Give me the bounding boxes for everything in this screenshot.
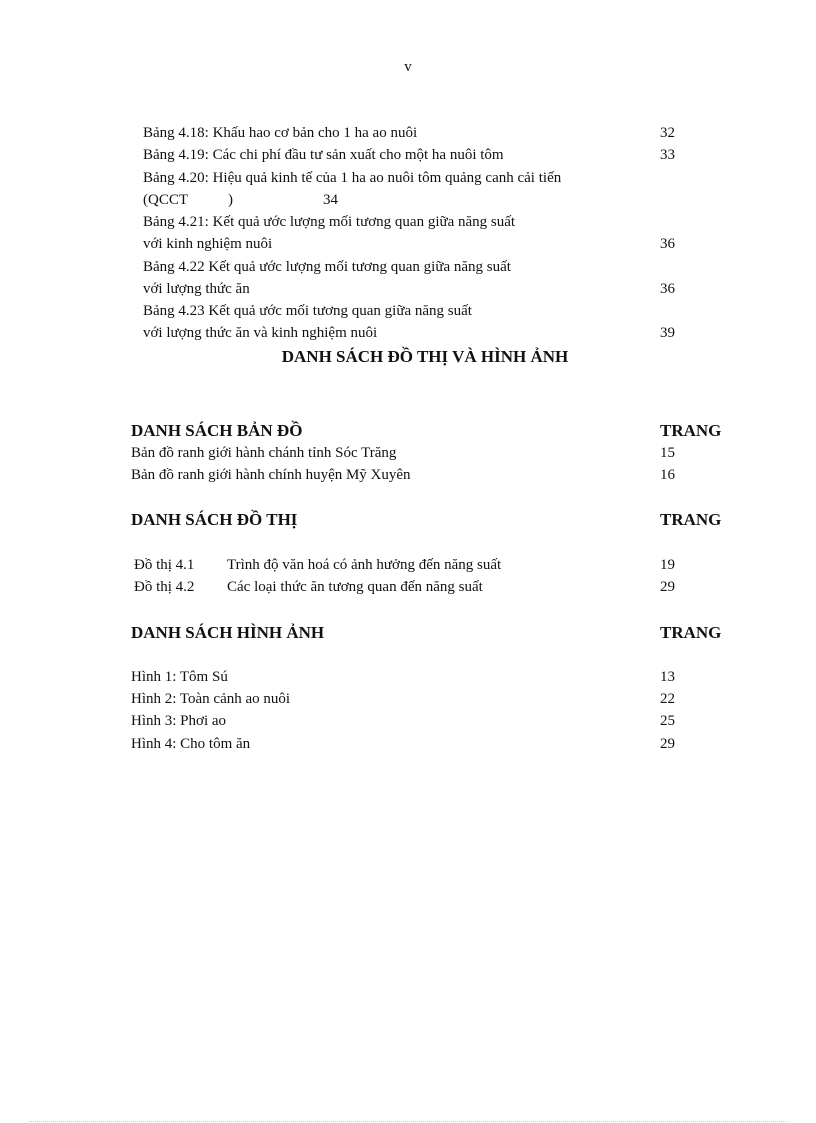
list-item-continuation: (QCCT — [143, 192, 188, 208]
column-header: TRANG — [660, 510, 722, 529]
list-item-continuation: với lượng thức ăn — [143, 281, 250, 297]
column-header: TRANG — [660, 623, 722, 642]
page-ref: 13 — [660, 669, 675, 685]
page-edge-divider — [30, 1121, 786, 1122]
section-heading: DANH SÁCH HÌNH ẢNH — [131, 623, 325, 642]
main-title: DANH SÁCH ĐỒ THỊ VÀ HÌNH ẢNH — [281, 347, 569, 366]
page-number: v — [404, 59, 412, 75]
list-item: Hình 4: Cho tôm ăn — [131, 736, 251, 752]
page-ref: 19 — [660, 557, 675, 573]
list-item: Bản đồ ranh giới hành chánh tỉnh Sóc Trăng — [131, 445, 397, 461]
list-item: Bảng 4.18: Khấu hao cơ bản cho 1 ha ao nuôi — [143, 125, 418, 141]
page-ref: 36 — [660, 281, 675, 297]
list-item: Hình 1: Tôm Sú — [131, 669, 228, 685]
list-item: Bảng 4.19: Các chi phí đầu tư sản xuất cho một ha nuôi tôm — [143, 147, 504, 163]
page-ref: 34 — [323, 192, 338, 208]
list-item: Trình độ văn hoá có ảnh hưởng đến năng suất — [227, 557, 502, 573]
list-item: Bản đồ ranh giới hành chính huyện Mỹ Xuyên — [131, 467, 411, 483]
section-heading: DANH SÁCH ĐỒ THỊ — [131, 510, 298, 529]
list-item-continuation: ) — [228, 192, 233, 208]
list-item: Bảng 4.20: Hiệu quả kinh tế của 1 ha ao nuôi tôm quảng canh cải tiến — [143, 170, 562, 186]
list-item: Các loại thức ăn tương quan đến năng suất — [227, 579, 483, 595]
page-ref: 36 — [660, 236, 675, 252]
column-header: TRANG — [660, 421, 722, 440]
page-ref: 29 — [660, 579, 675, 595]
list-item: Bảng 4.23 Kết quả ước mối tương quan giữa năng suất — [143, 303, 472, 319]
list-item: Hình 3: Phơi ao — [131, 713, 227, 729]
page-ref: 25 — [660, 713, 675, 729]
list-item: Hình 2: Toàn cảnh ao nuôi — [131, 691, 291, 707]
list-item: Bảng 4.22 Kết quả ước lượng mối tương quan giữa năng suất — [143, 259, 511, 275]
list-item-continuation: với lượng thức ăn và kinh nghiệm nuôi — [143, 325, 378, 341]
page-ref: 22 — [660, 691, 675, 707]
section-heading: DANH SÁCH BẢN ĐỒ — [131, 421, 303, 440]
page-ref: 33 — [660, 147, 675, 163]
page-ref: 32 — [660, 125, 675, 141]
page-ref: 15 — [660, 445, 675, 461]
page-ref: 29 — [660, 736, 675, 752]
graph-number: Đồ thị 4.2 — [134, 579, 195, 595]
page-ref: 39 — [660, 325, 675, 341]
list-item-continuation: với kinh nghiệm nuôi — [143, 236, 273, 252]
graph-number: Đồ thị 4.1 — [134, 557, 195, 573]
list-item: Bảng 4.21: Kết quả ước lượng mối tương quan giữa năng suất — [143, 214, 516, 230]
page-ref: 16 — [660, 467, 675, 483]
